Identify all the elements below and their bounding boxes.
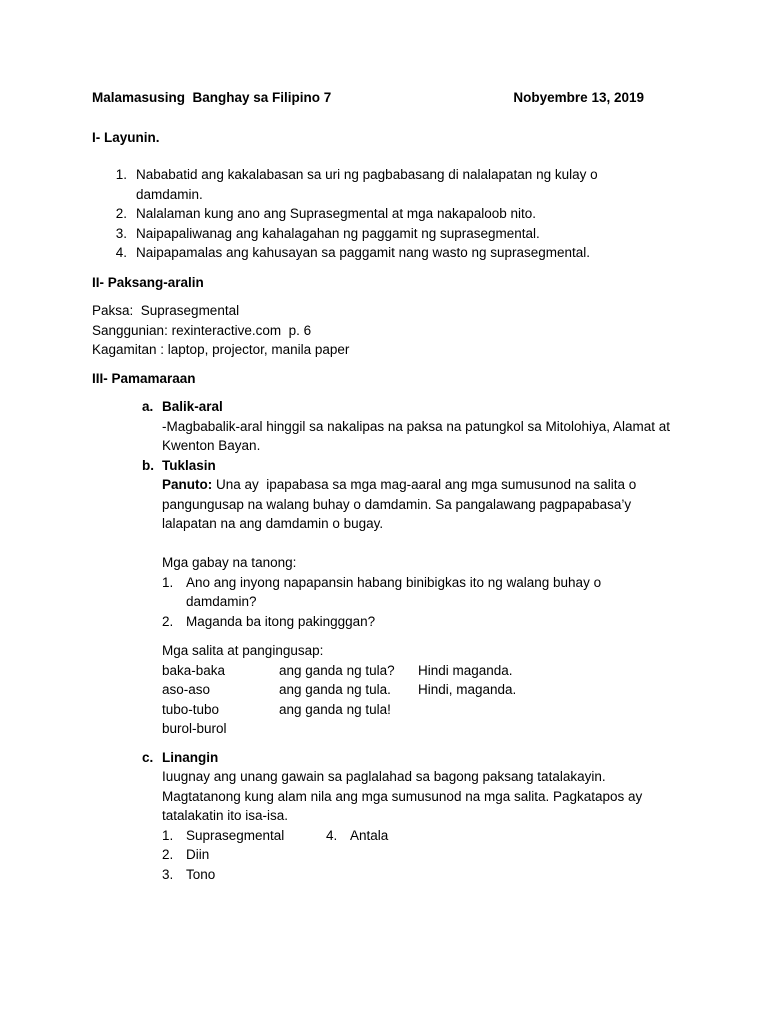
step-text: -Magbabalik-aral hinggil sa nakalipas na paksa na patungkol sa Mitolohiya, Alamat at Kwenton Bayan. [162, 418, 671, 453]
panuto-label: Panuto: [162, 477, 213, 492]
table-cell [418, 700, 558, 720]
list-item: Tono [186, 866, 216, 882]
table-cell [279, 719, 418, 739]
section-layunin-heading: I- Layunin. [92, 129, 160, 145]
section-paksang-aralin-heading: II- Paksang-aralin [92, 274, 204, 290]
linangin-list: 1. Suprasegmental 4. Antala 2. Diin 3. Tono [162, 826, 672, 885]
table-cell: ang ganda ng tula. [279, 682, 391, 697]
document-header [92, 88, 644, 108]
table-cell: tubo-tubo [162, 701, 220, 717]
list-item: Suprasegmental [186, 827, 285, 843]
sanggunian-line: Sanggunian: rexinteractive.com p. 6 [92, 322, 312, 338]
panuto-text: Una ay ipapabasa sa mga mag-aaral ang mga sumusunod na salita o pangungusap na walang buhay o damdamin. Sa pangalawang pagpapabasa’y lalapatan na ang damdamin o bugay. [162, 477, 641, 531]
document-title: Malamasusing Banghay sa Filipino 7 [92, 90, 332, 105]
step-tuklasin: b. Tuklasin Panuto: Una ay ipapabasa sa mga mag-aaral ang mga sumusunod na salita o pangungusap na walang buhay o damdamin. Sa pangalawang pagpapabasa’y lalapatan na ang damdamin o bugay. Mga gabay na tanong: 1. Ano ang inyong napapansin habang binibigkas ito ng walang buhay o damdamin? 2. Maganda ba itong pakingggan? Mga salita at pangingusap: baka-baka ang ganda ng tula? Hindi maganda. aso-aso ang ganda ng tula. Hindi, maganda. tubo-tubo ang ganda ng tula! burol-burol [142, 456, 672, 739]
salita-label: Mga salita at pangingusap: [162, 643, 324, 658]
section-pamamaraan-heading: III- Pamamaraan [92, 370, 196, 386]
list-item: 2. Nalalaman kung ano ang Suprasegmental at mga nakapaloob nito. [115, 206, 537, 221]
list-item: Antala [350, 827, 389, 843]
table-cell: Hindi maganda. [418, 662, 513, 678]
objectives-list [92, 165, 672, 263]
list-item: 1. Ano ang inyong napapansin habang binibigkas ito ng walang buhay o damdamin? [162, 574, 602, 609]
step-linangin: c. Linangin Iuugnay ang unang gawain sa paglalahad sa bagong paksang tatalakayin. Magtatanong kung alam nila ang mga sumusunod na mga salita. Pagkatapos ay tatalakatin ito isa-isa. 1. Suprasegmental 4. Antala 2. Diin 3. Tono [142, 748, 672, 885]
kagamitan-line: Kagamitan : laptop, projector, manila paper [92, 342, 350, 357]
list-item: 3. Naipapaliwanag ang kahalagahan ng paggamit ng suprasegmental. [115, 225, 540, 241]
table-cell: baka-baka [162, 662, 226, 678]
list-item: 4. Naipapamalas ang kahusayan sa paggamit nang wasto ng suprasegmental. [115, 245, 591, 260]
table-cell: ang ganda ng tula! [279, 701, 391, 717]
panuto-paragraph [162, 475, 672, 534]
gabay-label: Mga gabay na tanong: [162, 555, 297, 570]
linangin-text: Iuugnay ang unang gawain sa paglalahad sa bagong paksang tatalakayin. Magtatanong kung alam nila ang mga sumusunod na mga salita. Pagkatapos ay tatalakatin ito isa-isa. [162, 769, 643, 823]
table-cell: Hindi, maganda. [418, 682, 517, 697]
document-page [92, 88, 672, 884]
gabay-list [162, 573, 672, 632]
list-item: 2. Maganda ba itong pakingggan? [162, 613, 376, 629]
table-cell: ang ganda ng tula? [279, 662, 395, 678]
step-title: Tuklasin [162, 457, 216, 473]
step-balik-aral: a. Balik-aral -Magbabalik-aral hinggil sa nakalipas na paksa na patungkol sa Mitolohiya, Alamat at Kwenton Bayan. [142, 397, 672, 456]
table-cell [418, 719, 558, 739]
paksang-aralin-details [92, 301, 672, 360]
paksa-line: Paksa: Suprasegmental [92, 303, 240, 318]
table-cell: burol-burol [162, 721, 227, 736]
list-item: Diin [186, 847, 210, 862]
pamamaraan-steps [142, 397, 672, 884]
step-title: Balik-aral [162, 399, 223, 414]
table-cell: aso-aso [162, 682, 211, 697]
salita-table [162, 661, 672, 739]
step-title: Linangin [162, 749, 219, 765]
document-date: Nobyembre 13, 2019 [513, 90, 644, 105]
list-item: 1. Nababatid ang kakalabasan sa uri ng pagbabasang di nalalapatan ng kulay o damdamin. [115, 167, 598, 202]
